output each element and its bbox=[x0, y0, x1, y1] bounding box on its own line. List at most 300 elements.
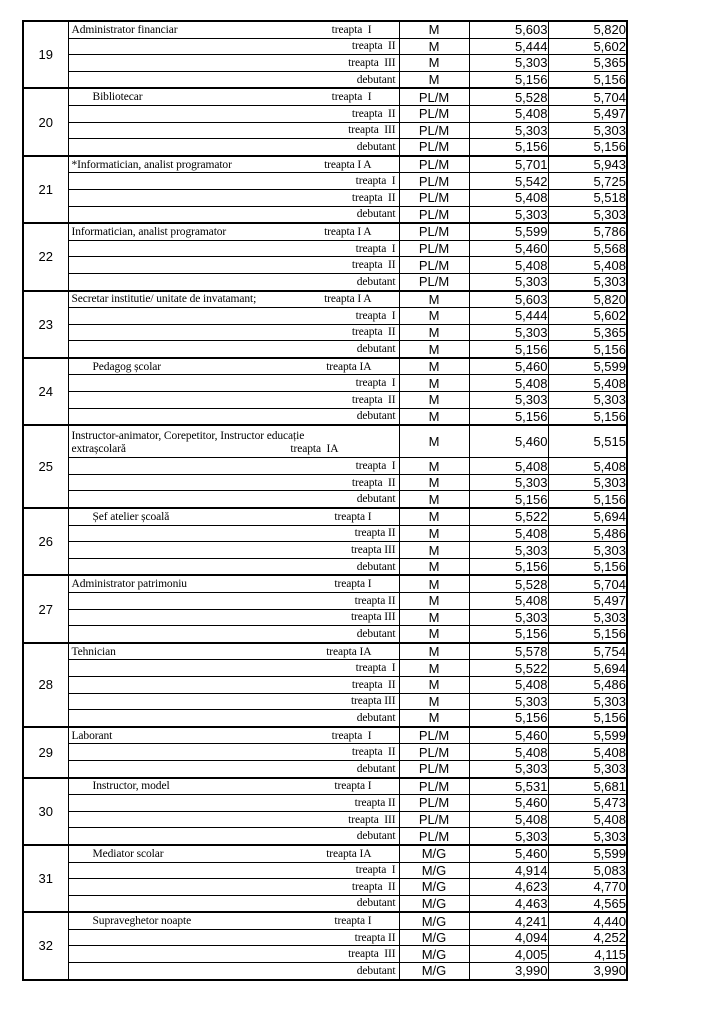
salary-amount-1: 5,156 bbox=[469, 71, 548, 88]
salary-amount-2: 5,725 bbox=[548, 173, 627, 190]
salary-amount-1: 5,599 bbox=[469, 223, 548, 240]
row-group-number: 24 bbox=[23, 358, 68, 425]
row-group-number: 30 bbox=[23, 778, 68, 845]
table-row bbox=[23, 189, 627, 206]
salary-amount-1: 5,156 bbox=[469, 558, 548, 575]
salary-amount-2: 5,408 bbox=[548, 257, 627, 274]
salary-amount-2: 5,303 bbox=[548, 760, 627, 777]
row-group-number: 21 bbox=[23, 156, 68, 223]
education-level: M bbox=[399, 575, 469, 592]
row-group-number: 32 bbox=[23, 912, 68, 979]
salary-amount-1: 5,528 bbox=[469, 88, 548, 105]
education-level: M bbox=[399, 71, 469, 88]
salary-amount-1: 5,303 bbox=[469, 542, 548, 559]
grade-cell bbox=[68, 828, 399, 845]
grade-cell bbox=[68, 206, 399, 223]
grade-cell bbox=[68, 491, 399, 508]
grade-cell bbox=[68, 257, 399, 274]
table-row bbox=[23, 542, 627, 559]
grade-label: treapta III bbox=[348, 124, 396, 137]
table-row bbox=[23, 392, 627, 409]
salary-amount-2: 5,754 bbox=[548, 643, 627, 660]
salary-amount-2: 5,486 bbox=[548, 525, 627, 542]
table-row bbox=[23, 291, 627, 308]
education-level: M bbox=[399, 626, 469, 643]
grade-label: treapta III bbox=[348, 56, 396, 69]
table-row bbox=[23, 156, 627, 173]
education-level: M bbox=[399, 341, 469, 358]
salary-amount-1: 5,603 bbox=[469, 21, 548, 38]
table-row bbox=[23, 710, 627, 727]
education-level: PL/M bbox=[399, 257, 469, 274]
salary-amount-1: 5,303 bbox=[469, 474, 548, 491]
table-row bbox=[23, 525, 627, 542]
job-cell bbox=[68, 223, 399, 240]
table-row bbox=[23, 626, 627, 643]
table-row bbox=[23, 257, 627, 274]
grade-cell bbox=[68, 929, 399, 946]
job-cell bbox=[68, 508, 399, 525]
grade-label: treapta II bbox=[351, 191, 396, 204]
grade-label: debutant bbox=[356, 964, 396, 977]
salary-table bbox=[22, 20, 628, 981]
salary-amount-2: 5,704 bbox=[548, 88, 627, 105]
grade-cell bbox=[68, 795, 399, 812]
education-level: M bbox=[399, 508, 469, 525]
table-row bbox=[23, 895, 627, 912]
salary-amount-2: 5,599 bbox=[548, 727, 627, 744]
education-level: M/G bbox=[399, 895, 469, 912]
salary-amount-2: 5,365 bbox=[548, 324, 627, 341]
table-row bbox=[23, 38, 627, 55]
grade-label: treapta II bbox=[354, 931, 396, 944]
table-row bbox=[23, 660, 627, 677]
salary-amount-1: 5,528 bbox=[469, 575, 548, 592]
salary-amount-1: 5,444 bbox=[469, 308, 548, 325]
education-level: M bbox=[399, 408, 469, 425]
table-row bbox=[23, 912, 627, 929]
grade-label: debutant bbox=[356, 627, 396, 640]
salary-amount-2: 5,408 bbox=[548, 458, 627, 475]
salary-amount-2: 5,518 bbox=[548, 189, 627, 206]
grade-label: treapta I bbox=[355, 864, 396, 877]
table-row bbox=[23, 828, 627, 845]
table-row bbox=[23, 474, 627, 491]
education-level: PL/M bbox=[399, 727, 469, 744]
education-level: M/G bbox=[399, 963, 469, 980]
grade-label: treapta I bbox=[334, 915, 372, 928]
table-row bbox=[23, 643, 627, 660]
salary-amount-2: 5,599 bbox=[548, 845, 627, 862]
salary-amount-2: 4,115 bbox=[548, 946, 627, 963]
grade-cell bbox=[68, 392, 399, 409]
salary-amount-1: 5,408 bbox=[469, 593, 548, 610]
salary-amount-1: 5,303 bbox=[469, 55, 548, 72]
grade-label: treapta II bbox=[354, 796, 396, 809]
salary-amount-1: 5,156 bbox=[469, 626, 548, 643]
salary-amount-1: 4,094 bbox=[469, 929, 548, 946]
education-level: M bbox=[399, 525, 469, 542]
education-level: M bbox=[399, 392, 469, 409]
table-row bbox=[23, 173, 627, 190]
salary-amount-2: 5,303 bbox=[548, 609, 627, 626]
table-row bbox=[23, 693, 627, 710]
education-level: M bbox=[399, 558, 469, 575]
education-level: PL/M bbox=[399, 223, 469, 240]
salary-amount-2: 4,770 bbox=[548, 879, 627, 896]
grade-cell bbox=[68, 122, 399, 139]
grade-label: treapta I bbox=[334, 780, 372, 793]
salary-amount-1: 5,156 bbox=[469, 491, 548, 508]
salary-amount-1: 4,241 bbox=[469, 912, 548, 929]
job-cell bbox=[68, 912, 399, 929]
salary-amount-2: 4,565 bbox=[548, 895, 627, 912]
grade-label: treapta I bbox=[331, 91, 372, 104]
education-level: M bbox=[399, 458, 469, 475]
grade-label: treapta IA bbox=[290, 443, 339, 455]
grade-label: treapta IA bbox=[326, 645, 372, 658]
grade-cell bbox=[68, 189, 399, 206]
grade-cell bbox=[68, 173, 399, 190]
grade-cell bbox=[68, 105, 399, 122]
grade-cell bbox=[68, 71, 399, 88]
education-level: M/G bbox=[399, 946, 469, 963]
table-row bbox=[23, 593, 627, 610]
table-row bbox=[23, 845, 627, 862]
grade-label: treapta I bbox=[355, 662, 396, 675]
table-row bbox=[23, 21, 627, 38]
grade-cell bbox=[68, 626, 399, 643]
salary-amount-2: 5,156 bbox=[548, 710, 627, 727]
salary-amount-1: 5,531 bbox=[469, 778, 548, 795]
education-level: M bbox=[399, 425, 469, 458]
salary-amount-1: 5,460 bbox=[469, 845, 548, 862]
table-row bbox=[23, 778, 627, 795]
salary-amount-2: 4,440 bbox=[548, 912, 627, 929]
job-cell bbox=[68, 778, 399, 795]
grade-cell bbox=[68, 139, 399, 156]
salary-amount-1: 5,303 bbox=[469, 206, 548, 223]
grade-label: treapta II bbox=[351, 880, 396, 893]
table-row bbox=[23, 879, 627, 896]
grade-cell bbox=[68, 879, 399, 896]
row-group-number: 22 bbox=[23, 223, 68, 290]
grade-label: treapta I bbox=[334, 510, 372, 523]
table-row bbox=[23, 458, 627, 475]
table-row bbox=[23, 508, 627, 525]
grade-cell bbox=[68, 308, 399, 325]
job-title: Secretar institutie/ unitate de invatamant; bbox=[71, 293, 257, 306]
grade-label: treapta III bbox=[348, 813, 396, 826]
salary-amount-1: 5,408 bbox=[469, 105, 548, 122]
salary-amount-1: 5,156 bbox=[469, 341, 548, 358]
job-title: Bibliotecar bbox=[92, 91, 143, 104]
grade-label: treapta I bbox=[331, 729, 372, 742]
salary-amount-1: 5,303 bbox=[469, 273, 548, 290]
salary-amount-2: 5,408 bbox=[548, 744, 627, 761]
salary-amount-2: 5,365 bbox=[548, 55, 627, 72]
salary-amount-2: 5,820 bbox=[548, 21, 627, 38]
grade-label: treapta II bbox=[351, 746, 396, 759]
salary-amount-1: 5,460 bbox=[469, 358, 548, 375]
table-row bbox=[23, 963, 627, 980]
table-row bbox=[23, 324, 627, 341]
salary-amount-1: 5,444 bbox=[469, 38, 548, 55]
table-row bbox=[23, 491, 627, 508]
salary-amount-2: 5,156 bbox=[548, 558, 627, 575]
grade-label: debutant bbox=[356, 830, 396, 843]
grade-label: treapta II bbox=[354, 527, 396, 540]
salary-amount-2: 5,497 bbox=[548, 593, 627, 610]
table-row bbox=[23, 795, 627, 812]
education-level: M/G bbox=[399, 862, 469, 879]
salary-amount-1: 4,005 bbox=[469, 946, 548, 963]
education-level: M bbox=[399, 375, 469, 392]
grade-cell bbox=[68, 862, 399, 879]
table-row bbox=[23, 744, 627, 761]
table-row bbox=[23, 558, 627, 575]
salary-amount-1: 5,542 bbox=[469, 173, 548, 190]
salary-amount-1: 5,408 bbox=[469, 744, 548, 761]
salary-amount-2: 5,568 bbox=[548, 240, 627, 257]
salary-amount-1: 5,603 bbox=[469, 291, 548, 308]
grade-label: treapta II bbox=[351, 326, 396, 339]
salary-amount-1: 5,303 bbox=[469, 693, 548, 710]
salary-table-body bbox=[23, 21, 627, 980]
table-row bbox=[23, 308, 627, 325]
grade-label: debutant bbox=[356, 897, 396, 910]
job-cell bbox=[68, 291, 399, 308]
salary-amount-2: 5,704 bbox=[548, 575, 627, 592]
education-level: M bbox=[399, 291, 469, 308]
salary-amount-2: 5,156 bbox=[548, 341, 627, 358]
salary-amount-2: 5,694 bbox=[548, 508, 627, 525]
grade-cell bbox=[68, 946, 399, 963]
job-title: Tehnician bbox=[71, 645, 116, 658]
job-cell bbox=[68, 21, 399, 38]
education-level: M bbox=[399, 491, 469, 508]
job-cell bbox=[68, 425, 399, 458]
table-row bbox=[23, 240, 627, 257]
job-title: Instructor, model bbox=[92, 780, 170, 793]
grade-label: treapta III bbox=[350, 695, 396, 708]
grade-label: treapta I bbox=[355, 309, 396, 322]
salary-amount-1: 5,156 bbox=[469, 710, 548, 727]
education-level: M/G bbox=[399, 912, 469, 929]
row-group-number: 29 bbox=[23, 727, 68, 778]
education-level: M bbox=[399, 609, 469, 626]
grade-cell bbox=[68, 375, 399, 392]
job-cell bbox=[68, 358, 399, 375]
education-level: M bbox=[399, 593, 469, 610]
job-title: Supraveghetor noapte bbox=[92, 915, 192, 928]
grade-cell bbox=[68, 558, 399, 575]
table-row bbox=[23, 609, 627, 626]
grade-cell bbox=[68, 38, 399, 55]
grade-label: debutant bbox=[356, 140, 396, 153]
grade-cell bbox=[68, 710, 399, 727]
table-row bbox=[23, 676, 627, 693]
education-level: PL/M bbox=[399, 760, 469, 777]
table-row bbox=[23, 358, 627, 375]
salary-amount-2: 5,303 bbox=[548, 273, 627, 290]
job-cell bbox=[68, 727, 399, 744]
grade-cell bbox=[68, 593, 399, 610]
job-title: Laborant bbox=[71, 729, 113, 742]
salary-amount-2: 5,156 bbox=[548, 491, 627, 508]
job-title: Administrator financiar bbox=[71, 23, 178, 36]
education-level: M bbox=[399, 643, 469, 660]
salary-amount-2: 5,786 bbox=[548, 223, 627, 240]
salary-amount-1: 5,460 bbox=[469, 795, 548, 812]
salary-amount-2: 4,252 bbox=[548, 929, 627, 946]
salary-amount-2: 5,083 bbox=[548, 862, 627, 879]
education-level: PL/M bbox=[399, 273, 469, 290]
education-level: PL/M bbox=[399, 173, 469, 190]
education-level: M bbox=[399, 660, 469, 677]
grade-label: treapta II bbox=[351, 678, 396, 691]
salary-amount-2: 5,303 bbox=[548, 474, 627, 491]
salary-amount-1: 5,303 bbox=[469, 828, 548, 845]
salary-amount-2: 5,303 bbox=[548, 392, 627, 409]
grade-cell bbox=[68, 408, 399, 425]
grade-label: debutant bbox=[356, 711, 396, 724]
job-cell bbox=[68, 575, 399, 592]
grade-label: treapta I bbox=[355, 175, 396, 188]
education-level: PL/M bbox=[399, 189, 469, 206]
education-level: M/G bbox=[399, 929, 469, 946]
salary-amount-2: 5,486 bbox=[548, 676, 627, 693]
salary-amount-2: 5,156 bbox=[548, 408, 627, 425]
salary-amount-1: 5,408 bbox=[469, 189, 548, 206]
salary-amount-2: 5,408 bbox=[548, 375, 627, 392]
grade-label: treapta I bbox=[334, 578, 372, 591]
grade-cell bbox=[68, 474, 399, 491]
education-level: M bbox=[399, 358, 469, 375]
education-level: PL/M bbox=[399, 156, 469, 173]
table-row bbox=[23, 929, 627, 946]
education-level: M bbox=[399, 308, 469, 325]
salary-amount-1: 5,303 bbox=[469, 324, 548, 341]
grade-label: treapta II bbox=[351, 476, 396, 489]
salary-amount-1: 5,701 bbox=[469, 156, 548, 173]
salary-amount-1: 5,408 bbox=[469, 458, 548, 475]
grade-label: treapta I bbox=[331, 23, 372, 36]
salary-amount-2: 5,602 bbox=[548, 38, 627, 55]
grade-label: treapta II bbox=[351, 259, 396, 272]
salary-amount-1: 5,303 bbox=[469, 609, 548, 626]
job-title-continuation: extrașcolară bbox=[71, 443, 126, 455]
grade-label: debutant bbox=[356, 343, 396, 356]
education-level: PL/M bbox=[399, 744, 469, 761]
education-level: M bbox=[399, 693, 469, 710]
grade-label: treapta II bbox=[351, 40, 396, 53]
salary-amount-2: 5,681 bbox=[548, 778, 627, 795]
salary-amount-2: 5,156 bbox=[548, 139, 627, 156]
salary-amount-2: 5,303 bbox=[548, 828, 627, 845]
salary-amount-1: 5,408 bbox=[469, 525, 548, 542]
row-group-number: 31 bbox=[23, 845, 68, 912]
grade-label: treapta IA bbox=[326, 360, 372, 373]
grade-cell bbox=[68, 760, 399, 777]
job-cell bbox=[68, 643, 399, 660]
job-cell bbox=[68, 845, 399, 862]
salary-amount-2: 5,497 bbox=[548, 105, 627, 122]
education-level: M bbox=[399, 710, 469, 727]
row-group-number: 28 bbox=[23, 643, 68, 727]
education-level: M/G bbox=[399, 879, 469, 896]
grade-cell bbox=[68, 525, 399, 542]
grade-cell bbox=[68, 676, 399, 693]
table-row bbox=[23, 105, 627, 122]
row-group-number: 23 bbox=[23, 291, 68, 358]
education-level: PL/M bbox=[399, 795, 469, 812]
grade-label: debutant bbox=[356, 275, 396, 288]
table-row bbox=[23, 727, 627, 744]
salary-amount-2: 5,303 bbox=[548, 206, 627, 223]
grade-cell bbox=[68, 811, 399, 828]
salary-amount-2: 5,943 bbox=[548, 156, 627, 173]
row-group-number: 20 bbox=[23, 88, 68, 155]
grade-cell bbox=[68, 273, 399, 290]
grade-cell bbox=[68, 324, 399, 341]
table-row bbox=[23, 223, 627, 240]
grade-cell bbox=[68, 55, 399, 72]
table-row bbox=[23, 811, 627, 828]
grade-label: treapta I A bbox=[324, 225, 372, 238]
education-level: M bbox=[399, 542, 469, 559]
job-cell bbox=[68, 88, 399, 105]
grade-cell bbox=[68, 341, 399, 358]
grade-label: treapta IA bbox=[326, 847, 372, 860]
salary-amount-2: 5,156 bbox=[548, 71, 627, 88]
salary-amount-1: 5,460 bbox=[469, 240, 548, 257]
salary-amount-1: 5,303 bbox=[469, 760, 548, 777]
salary-amount-1: 5,460 bbox=[469, 425, 548, 458]
grade-label: treapta I bbox=[355, 460, 396, 473]
salary-amount-2: 5,156 bbox=[548, 626, 627, 643]
table-row bbox=[23, 88, 627, 105]
job-title: Mediator scolar bbox=[92, 847, 164, 860]
grade-cell bbox=[68, 458, 399, 475]
salary-amount-1: 5,303 bbox=[469, 392, 548, 409]
table-row bbox=[23, 139, 627, 156]
salary-amount-2: 5,303 bbox=[548, 122, 627, 139]
salary-amount-1: 5,156 bbox=[469, 139, 548, 156]
grade-cell bbox=[68, 744, 399, 761]
salary-amount-2: 5,408 bbox=[548, 811, 627, 828]
salary-amount-1: 5,408 bbox=[469, 676, 548, 693]
grade-label: treapta I A bbox=[324, 158, 372, 171]
salary-amount-1: 4,463 bbox=[469, 895, 548, 912]
job-title: Administrator patrimoniu bbox=[71, 578, 187, 591]
grade-label: treapta II bbox=[351, 393, 396, 406]
grade-label: debutant bbox=[356, 410, 396, 423]
education-level: PL/M bbox=[399, 811, 469, 828]
table-row bbox=[23, 946, 627, 963]
row-group-number: 19 bbox=[23, 21, 68, 88]
table-row bbox=[23, 71, 627, 88]
salary-amount-1: 5,522 bbox=[469, 508, 548, 525]
salary-amount-2: 3,990 bbox=[548, 963, 627, 980]
grade-label: debutant bbox=[356, 73, 396, 86]
table-row bbox=[23, 375, 627, 392]
salary-amount-2: 5,473 bbox=[548, 795, 627, 812]
table-row bbox=[23, 122, 627, 139]
job-title: Șef atelier școală bbox=[92, 510, 170, 523]
salary-amount-1: 5,408 bbox=[469, 257, 548, 274]
education-level: PL/M bbox=[399, 122, 469, 139]
